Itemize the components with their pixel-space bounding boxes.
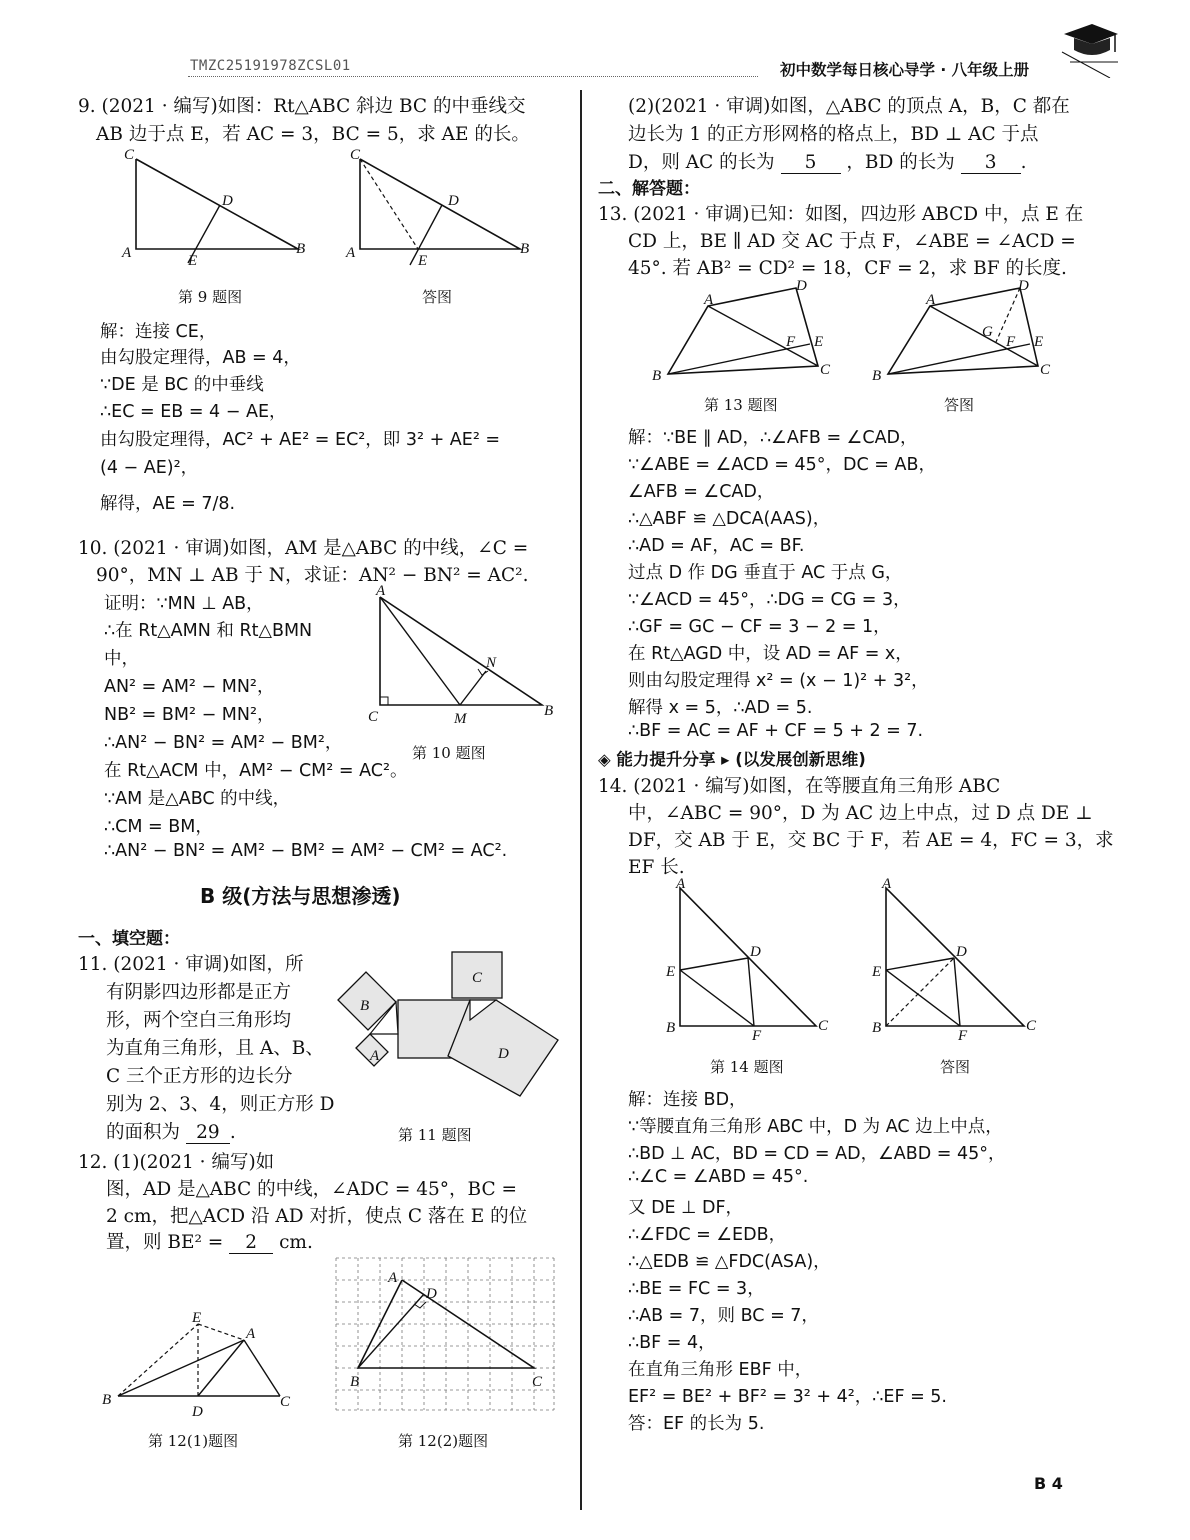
svg-text:B: B [872,368,882,384]
q13-sol-7: ∵∠ACD = 45°，∴DG = CG = 3， [628,590,911,610]
q10-line-1: 10. (2021 · 审调)如图，AM 是△ABC 的中线，∠C = [78,538,529,559]
svg-text:F: F [1006,334,1016,350]
svg-text:D: D [448,193,459,209]
svg-text:D: D [426,1286,437,1302]
svg-text:A: A [346,245,356,261]
q11-answer: 29 [186,1122,230,1144]
q13-answer-figure [870,276,1070,386]
svg-text:F: F [786,334,796,350]
svg-text:D: D [1018,278,1029,294]
svg-text:D: D [222,193,233,209]
q13-sol-3: ∠AFB = ∠CAD， [628,482,775,502]
q9-sol-1: 解：连接 CE， [100,322,217,342]
svg-text:B: B [520,241,530,257]
q11-line-6: 别为 2、3、4，则正方形 D [106,1094,335,1115]
svg-text:A: A [882,876,892,892]
q14-sol-11: 在直角三角形 EBF 中， [628,1360,813,1380]
svg-text:D: D [192,1404,203,1420]
q10-figure [360,585,560,730]
svg-text:B: B [872,1020,882,1036]
solve-title: 二、解答题： [598,179,700,199]
q14-line-2: 中，∠ABC = 90°，D 为 AC 边上中点，过 D 点 DE ⊥ [628,803,1093,824]
q14-sol-2: ∵等腰直角三角形 ABC 中，D 为 AC 边上中点， [628,1117,1003,1137]
q14-sol-7: ∴△EDB ≌ △FDC(ASA)， [628,1252,831,1272]
svg-text:E: E [1034,334,1044,350]
q14-line-3: DF，交 AB 于 E，交 BC 于 F，若 AE = 4，FC = 3，求 [628,830,1114,851]
q12-post: cm. [279,1232,313,1253]
q10-sol-3: 中， [104,649,139,669]
svg-text:B: B [544,703,554,719]
svg-text:B: B [296,241,306,257]
svg-text:E: E [418,253,428,269]
fill-blank-title: 一、填空题： [78,929,180,949]
q14-line-4: EF 长. [628,857,685,878]
header-rule [188,76,758,77]
svg-text:D: D [796,278,807,294]
q13-sol-1: 解：∵BE ∥ AD，∴∠AFB = ∠CAD， [628,428,918,448]
q10-caption: 第 10 题图 [412,744,486,762]
q11-line-5: C 三个正方形的边长分 [106,1066,293,1087]
svg-text:A: A [246,1326,256,1342]
svg-text:A: A [388,1270,398,1286]
q13-sol-12: ∴BF = AC = AF + CF = 5 + 2 = 7. [628,721,924,741]
q14-sol-8: ∴BE = FC = 3， [628,1279,765,1299]
q14-sol-10: ∴BF = 4， [628,1333,716,1353]
q13-caption: 第 13 题图 [704,396,778,414]
header-title: 初中数学每日核心导学 · 八年级上册 [780,61,1030,79]
q12-2-caption: 第 12(2)题图 [398,1432,489,1450]
svg-text:F: F [958,1028,968,1040]
q12-2-answer-bd: 3 [961,152,1021,174]
q13-line-1: 13. (2021 · 审调)已知：如图，四边形 ABCD 中，点 E 在 [598,204,1084,225]
q14-sol-13: 答：EF 的长为 5. [628,1414,765,1434]
q12-2-line-3: D，则 AC 的长为 5 ，BD 的长为 3 . [628,152,1027,173]
svg-text:A: A [376,585,386,599]
svg-text:B: B [360,998,370,1014]
svg-text:C: C [818,1018,829,1034]
q9-answer-figure [340,145,540,270]
q13-sol-4: ∴△ABF ≌ △DCA(AAS)， [628,509,831,529]
q14-line-1: 14. (2021 · 编写)如图，在等腰直角三角形 ABC [598,776,1001,797]
q13-sol-5: ∴AD = AF，AC = BF. [628,536,805,556]
q14-sol-6: ∴∠FDC = ∠EDB， [628,1225,787,1245]
q13-sol-9: 在 Rt△AGD 中，设 AD = AF = x， [628,644,913,664]
ability-title: ◈ 能力提升分享 ▸ (以发展创新思维) [598,750,866,769]
q12-2-grid-figure [332,1254,558,1414]
q9-sol-7: 解得，AE = 7/8. [100,494,236,514]
svg-text:B: B [102,1392,112,1408]
svg-text:C: C [1026,1018,1037,1034]
q11-line-4: 为直角三角形，且 A、B、 [106,1038,324,1059]
q14-sol-5: 又 DE ⊥ DF， [628,1198,744,1218]
q10-sol-7: 在 Rt△ACM 中，AM² − CM² = AC²。 [104,761,408,781]
svg-text:C: C [350,147,361,163]
svg-text:C: C [1040,362,1051,378]
q12-line-2: 图，AD 是△ABC 的中线，∠ADC = 45°，BC = [106,1179,518,1200]
svg-text:G: G [982,324,993,340]
q14-sol-9: ∴AB = 7，则 BC = 7， [628,1306,819,1326]
svg-text:D: D [498,1046,509,1062]
q10-sol-1: 证明：∵MN ⊥ AB， [104,594,264,614]
q14-answer-caption: 答图 [940,1058,971,1076]
svg-text:E: E [814,334,824,350]
q13-sol-11: 解得 x = 5，∴AD = 5. [628,698,813,718]
q11-line-7: 的面积为 29 . [106,1122,236,1143]
q9-figure [110,145,310,270]
svg-text:A: A [370,1048,380,1064]
q10-sol-8: ∵AM 是△ABC 的中线， [104,789,291,809]
q9-line-1: 9. (2021 · 编写)如图：Rt△ABC 斜边 BC 的中垂线交 [78,96,526,117]
q12-2-line-2: 边长为 1 的正方形网格的格点上，BD ⊥ AC 于点 [628,124,1039,145]
q12-line-4 [106,1228,313,1254]
q10-sol-4: AN² = AM² − MN²， [104,677,275,697]
q10-sol-9: ∴CM = BM， [104,817,213,837]
svg-text:M: M [454,711,467,727]
q13-answer-caption: 答图 [944,396,975,414]
svg-text:E: E [872,964,882,980]
svg-text:D: D [956,944,967,960]
q12-2-line-1: (2)(2021 · 审调)如图，△ABC 的顶点 A，B，C 都在 [628,96,1070,117]
svg-text:A: A [122,245,132,261]
q10-sol-5: NB² = BM² − MN²， [104,705,275,725]
q11-caption: 第 11 题图 [398,1126,472,1144]
svg-text:B: B [666,1020,676,1036]
svg-text:N: N [486,655,497,671]
q11-figure [330,948,570,1113]
q9-caption: 第 9 题图 [178,288,243,306]
svg-text:E: E [192,1310,202,1326]
q12-line-1: 12. (1)(2021 · 编写)如 [78,1152,275,1173]
q9-line-2: AB 边于点 E，若 AC = 3，BC = 5，求 AE 的长。 [96,124,530,145]
q9-sol-5: 由勾股定理得，AC² + AE² = EC²，即 3² + AE² = [100,430,501,450]
q9-sol-3: ∵DE 是 BC 的中垂线 [100,375,264,395]
graduation-cap-icon [1060,18,1120,78]
section-b-title: B 级(方法与思想渗透) [200,884,401,908]
q10-sol-2: ∴在 Rt△AMN 和 Rt△BMN [104,621,313,641]
q11-line-1: 11. (2021 · 审调)如图，所 [78,954,304,975]
q10-line-2: 90°，MN ⊥ AB 于 N，求证：AN² − BN² = AC². [96,565,529,586]
svg-text:E: E [188,253,198,269]
svg-text:C: C [368,709,379,725]
q9-answer-caption: 答图 [422,288,453,306]
q14-figure [660,876,840,1040]
q13-line-2: CD 上，BE ∥ AD 交 AC 于点 F，∠ABE = ∠ACD = [628,231,1076,252]
q12-answer: 2 [229,1232,273,1254]
svg-text:F: F [752,1028,762,1040]
svg-text:A: A [704,292,714,308]
q14-sol-1: 解：连接 BD， [628,1090,747,1110]
q9-sol-2: 由勾股定理得，AB = 4， [100,348,301,368]
q11-pre: 的面积为 [106,1122,181,1143]
svg-text:C: C [124,147,135,163]
q10-sol-10: ∴AN² − BN² = AM² − BM² = AM² − CM² = AC². [104,841,508,861]
column-divider [580,90,582,1510]
svg-text:E: E [666,964,676,980]
q12-1-caption: 第 12(1)题图 [148,1432,239,1450]
q14-caption: 第 14 题图 [710,1058,784,1076]
q13-sol-2: ∵∠ABE = ∠ACD = 45°，DC = AB， [628,455,936,475]
svg-text:D: D [750,944,761,960]
svg-text:B: B [350,1374,360,1390]
header-code: TMZC25191978ZCSL01 [190,58,351,74]
page-number: B 4 [1034,1474,1063,1493]
q14-sol-12: EF² = BE² + BF² = 3² + 4²，∴EF = 5. [628,1387,947,1407]
svg-text:C: C [532,1374,543,1390]
svg-text:B: B [652,368,662,384]
q14-answer-figure [868,876,1048,1040]
svg-text:A: A [926,292,936,308]
q11-line-3: 形，两个空白三角形均 [106,1010,292,1031]
svg-text:C: C [820,362,831,378]
q9-sol-6: (4 − AE)²， [100,458,199,478]
q12-2-answer-ac: 5 [781,152,841,174]
q10-sol-6: ∴AN² − BN² = AM² − BM²， [104,733,343,753]
svg-text:C: C [472,970,483,986]
q9-sol-4: ∴EC = EB = 4 − AE， [100,402,287,422]
q12-2-pre: D，则 AC 的长为 [628,152,775,173]
svg-text:A: A [676,876,686,892]
q13-line-3: 45°. 若 AB² = CD² = 18，CF = 2，求 BF 的长度. [628,258,1067,279]
q13-sol-6: 过点 D 作 DG 垂直于 AC 于点 G， [628,563,903,583]
q12-1-figure [96,1310,306,1430]
q12-2-mid: ，BD 的长为 [846,152,955,173]
q14-sol-3: ∴BD ⊥ AC，BD = CD = AD，∠ABD = 45°， [628,1144,1006,1164]
q13-sol-8: ∴GF = GC − CF = 3 − 2 = 1， [628,617,891,637]
q14-sol-4: ∴∠C = ∠ABD = 45°. [628,1167,809,1187]
q13-sol-10: 则由勾股定理得 x² = (x − 1)² + 3²， [628,671,929,691]
svg-text:C: C [280,1394,291,1410]
q12-pre: 置，则 BE² = [106,1232,224,1253]
q13-figure [648,276,848,386]
q12-line-3: 2 cm，把△ACD 沿 AD 对折，使点 C 落在 E 的位 [106,1206,528,1227]
q11-line-2: 有阴影四边形都是正方 [106,982,292,1003]
